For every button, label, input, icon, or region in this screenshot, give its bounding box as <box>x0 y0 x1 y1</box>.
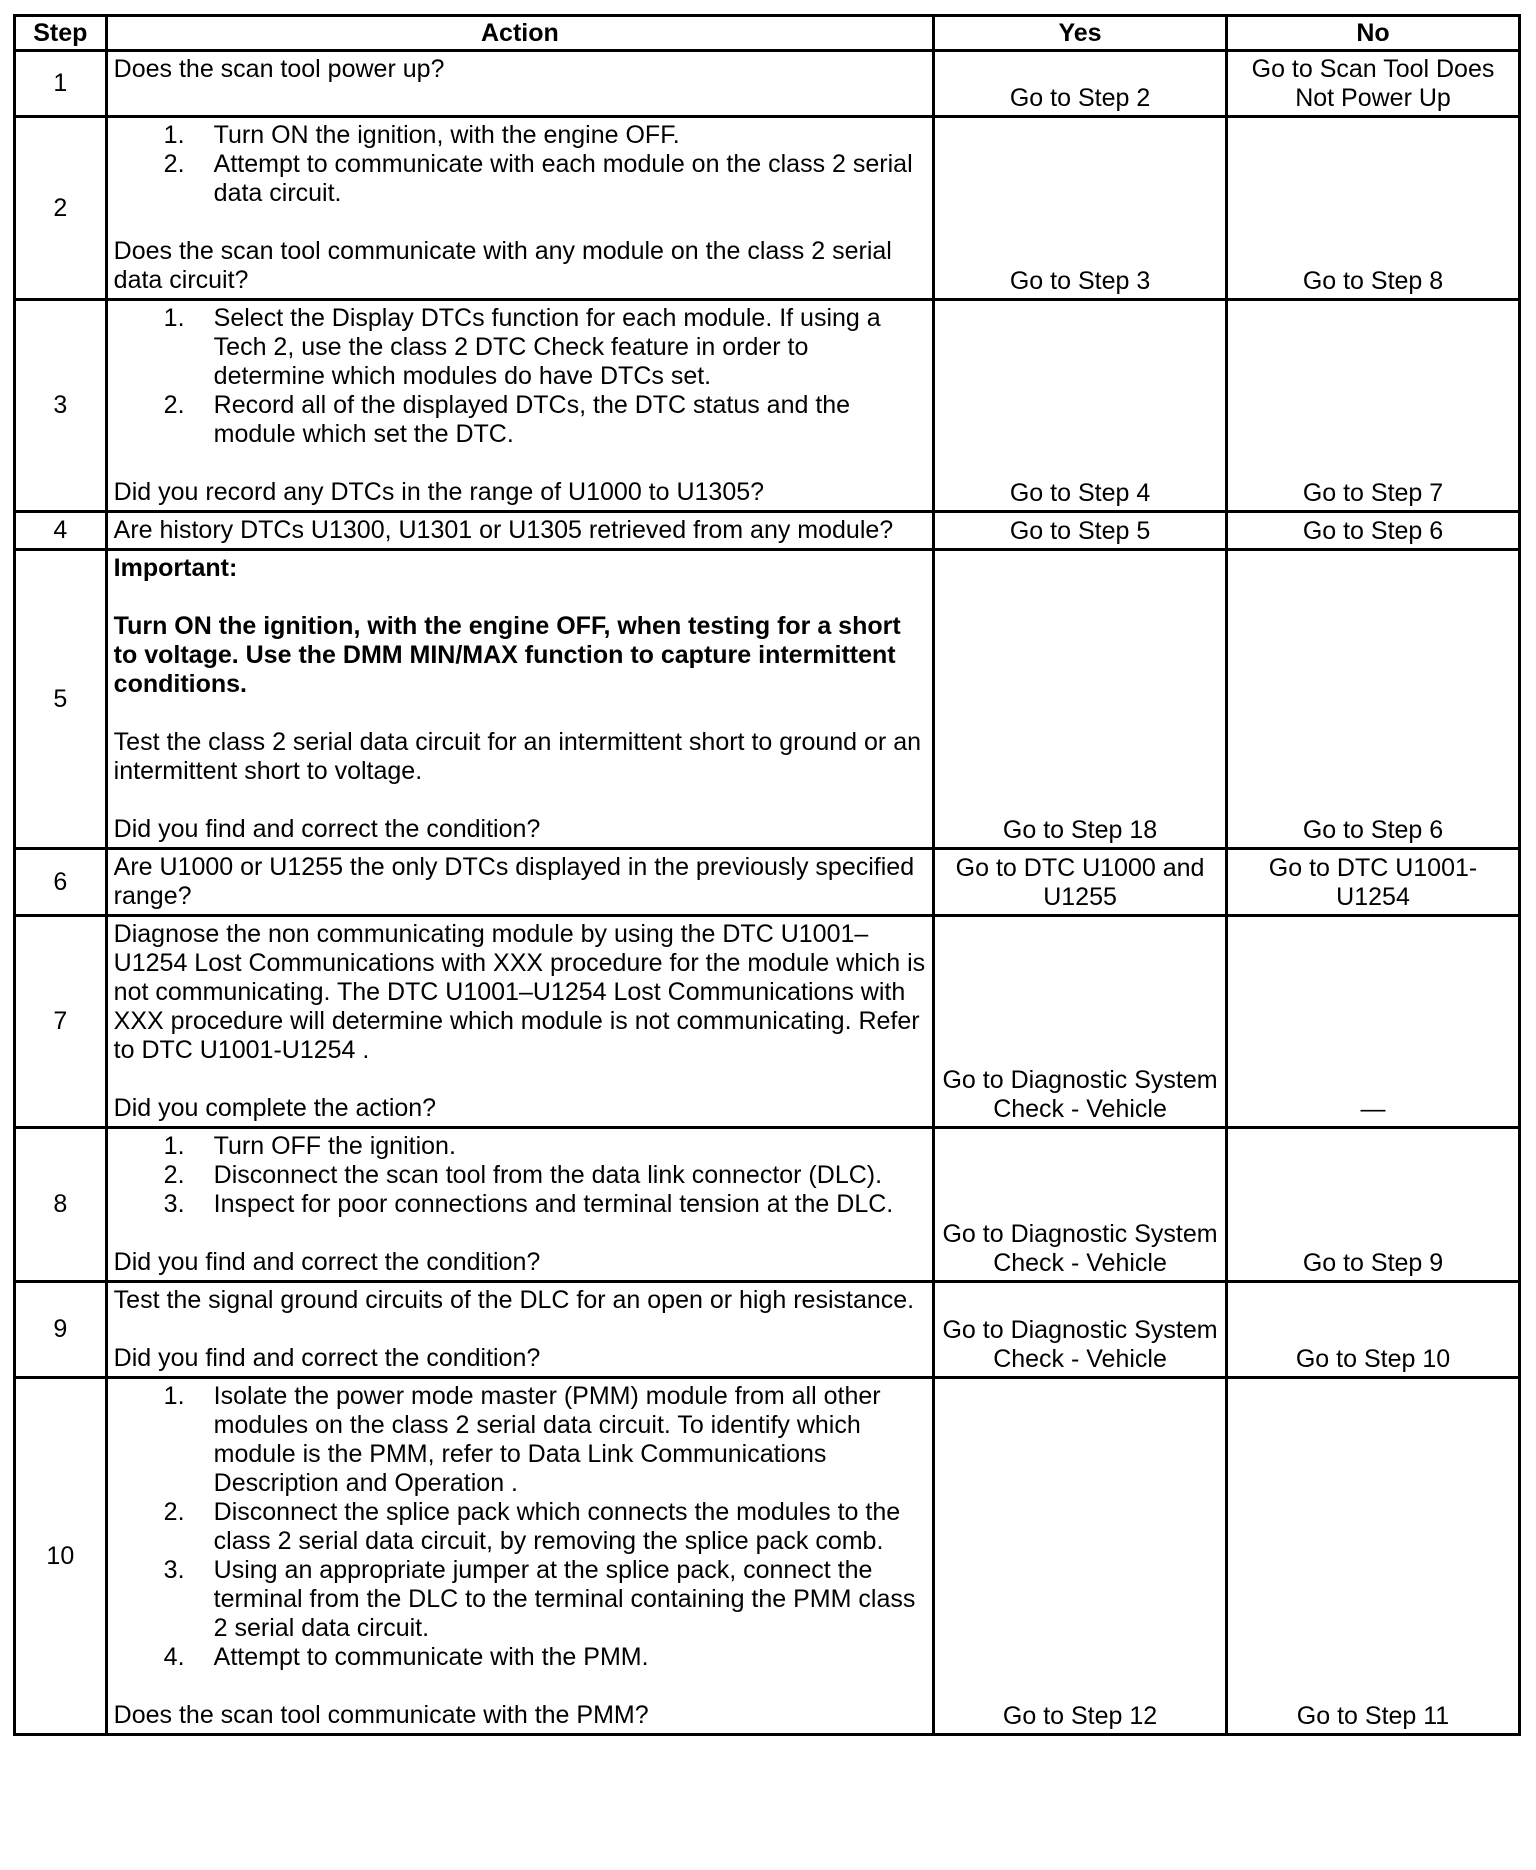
yes-cell: Go to DTC U1000 and U1255 <box>934 849 1227 916</box>
no-cell: Go to Step 9 <box>1227 1128 1520 1282</box>
list-item: 4. Attempt to communicate with the PMM. <box>163 1643 649 1671</box>
table-row <box>15 916 1520 1128</box>
step-number: 7 <box>15 916 107 1128</box>
table-row <box>15 1378 1520 1735</box>
list-item: 2. Attempt to communicate with each module on the class 2 serial data circuit. <box>163 150 913 207</box>
no-cell: Go to Scan Tool Does Not Power Up <box>1227 51 1520 117</box>
step-number: 10 <box>15 1378 107 1735</box>
yes-cell: Go to Step 3 <box>934 117 1227 300</box>
step-number: 9 <box>15 1282 107 1378</box>
question-text: Did you find and correct the condition? <box>113 1344 541 1372</box>
question-text: Does the scan tool power up? <box>113 55 445 83</box>
step-number: 8 <box>15 1128 107 1282</box>
action-cell <box>106 916 933 1128</box>
step-number: 4 <box>15 512 107 550</box>
table-row <box>15 849 1520 916</box>
no-cell: — <box>1227 916 1520 1128</box>
action-cell <box>106 550 933 849</box>
step-number: 5 <box>15 550 107 849</box>
question-text: Did you find and correct the condition? <box>113 815 541 843</box>
yes-cell: Go to Step 18 <box>934 550 1227 849</box>
list-item: 3. Inspect for poor connections and terminal tension at the DLC. <box>163 1190 894 1218</box>
no-cell: Go to Step 6 <box>1227 512 1520 550</box>
step-number: 6 <box>15 849 107 916</box>
header-step: Step <box>15 16 107 51</box>
action-cell <box>106 1378 933 1735</box>
yes-cell: Go to Step 2 <box>934 51 1227 117</box>
no-cell: Go to Step 8 <box>1227 117 1520 300</box>
table-row <box>15 1128 1520 1282</box>
action-cell <box>106 1282 933 1378</box>
list-item: 1. Turn ON the ignition, with the engine OFF. <box>163 121 680 149</box>
step-number: 2 <box>15 117 107 300</box>
action-cell <box>106 51 933 117</box>
yes-cell: Go to Step 5 <box>934 512 1227 550</box>
instruction-text: Test the signal ground circuits of the DLC for an open or high resistance. <box>113 1286 915 1314</box>
question-text: Are U1000 or U1255 the only DTCs displayed in the previously specified range? <box>113 853 915 910</box>
action-cell <box>106 1128 933 1282</box>
yes-cell: Go to Diagnostic System Check - Vehicle <box>934 916 1227 1128</box>
table-row <box>15 117 1520 300</box>
list-item: 1. Select the Display DTCs function for each module. If using a Tech 2, use the class 2 DTC Check feature in order to determine which modules do have DTCs set. <box>163 304 881 390</box>
step-number: 3 <box>15 300 107 512</box>
question-text: Are history DTCs U1300, U1301 or U1305 retrieved from any module? <box>113 516 894 544</box>
action-cell <box>106 512 933 550</box>
instruction-text: Test the class 2 serial data circuit for an intermittent short to ground or an intermittent short to voltage. <box>113 728 922 785</box>
action-cell <box>106 117 933 300</box>
list-item: 2. Disconnect the scan tool from the data link connector (DLC). <box>163 1161 883 1189</box>
action-steps-list <box>114 1132 926 1219</box>
header-no: No <box>1227 16 1520 51</box>
step-number: 1 <box>15 51 107 117</box>
yes-cell: Go to Diagnostic System Check - Vehicle <box>934 1282 1227 1378</box>
yes-cell: Go to Step 12 <box>934 1378 1227 1735</box>
yes-cell: Go to Step 4 <box>934 300 1227 512</box>
action-cell <box>106 300 933 512</box>
table-row <box>15 512 1520 550</box>
table-row <box>15 51 1520 117</box>
list-item: 1. Turn OFF the ignition. <box>163 1132 456 1160</box>
header-action: Action <box>106 16 933 51</box>
important-label: Important: <box>113 554 238 582</box>
yes-cell: Go to Diagnostic System Check - Vehicle <box>934 1128 1227 1282</box>
list-item: 1. Isolate the power mode master (PMM) module from all other modules on the class 2 serial data circuit. To identify which module is the PMM, refer to Data Link Communications Description and Operation . <box>163 1382 881 1497</box>
no-cell: Go to Step 11 <box>1227 1378 1520 1735</box>
diagnostic-table <box>13 14 1521 1736</box>
question-text: Does the scan tool communicate with any module on the class 2 serial data circuit? <box>113 237 892 294</box>
table-row <box>15 300 1520 512</box>
list-item: 3. Using an appropriate jumper at the splice pack, connect the terminal from the DLC to the terminal containing the PMM class 2 serial data circuit. <box>163 1556 916 1642</box>
question-text: Did you find and correct the condition? <box>113 1248 541 1276</box>
header-row <box>15 16 1520 51</box>
no-cell: Go to DTC U1001-U1254 <box>1227 849 1520 916</box>
list-item: 2. Record all of the displayed DTCs, the DTC status and the module which set the DTC. <box>163 391 851 448</box>
action-cell <box>106 849 933 916</box>
header-yes: Yes <box>934 16 1227 51</box>
list-item: 2. Disconnect the splice pack which connects the modules to the class 2 serial data circuit, by removing the splice pack comb. <box>163 1498 901 1555</box>
question-text: Did you record any DTCs in the range of U1000 to U1305? <box>113 478 765 506</box>
table-row <box>15 550 1520 849</box>
no-cell: Go to Step 7 <box>1227 300 1520 512</box>
action-steps-list <box>114 1382 926 1672</box>
no-cell: Go to Step 10 <box>1227 1282 1520 1378</box>
instruction-text: Diagnose the non communicating module by using the DTC U1001–U1254 Lost Communications with XXX procedure for the module which is not communicating. The DTC U1001–U1254 Lost Communications with XXX procedure will determine which module is not communicating. Refer to DTC U1001-U1254 . <box>113 920 926 1064</box>
no-cell: Go to Step 6 <box>1227 550 1520 849</box>
table-row <box>15 1282 1520 1378</box>
action-steps-list <box>114 121 926 208</box>
question-text: Does the scan tool communicate with the PMM? <box>113 1701 649 1729</box>
question-text: Did you complete the action? <box>113 1094 437 1122</box>
important-text: Turn ON the ignition, with the engine OFF, when testing for a short to voltage. Use the DMM MIN/MAX function to capture intermittent conditions. <box>113 612 901 698</box>
action-steps-list <box>114 304 926 449</box>
diagnostic-table-page <box>13 14 1521 1736</box>
